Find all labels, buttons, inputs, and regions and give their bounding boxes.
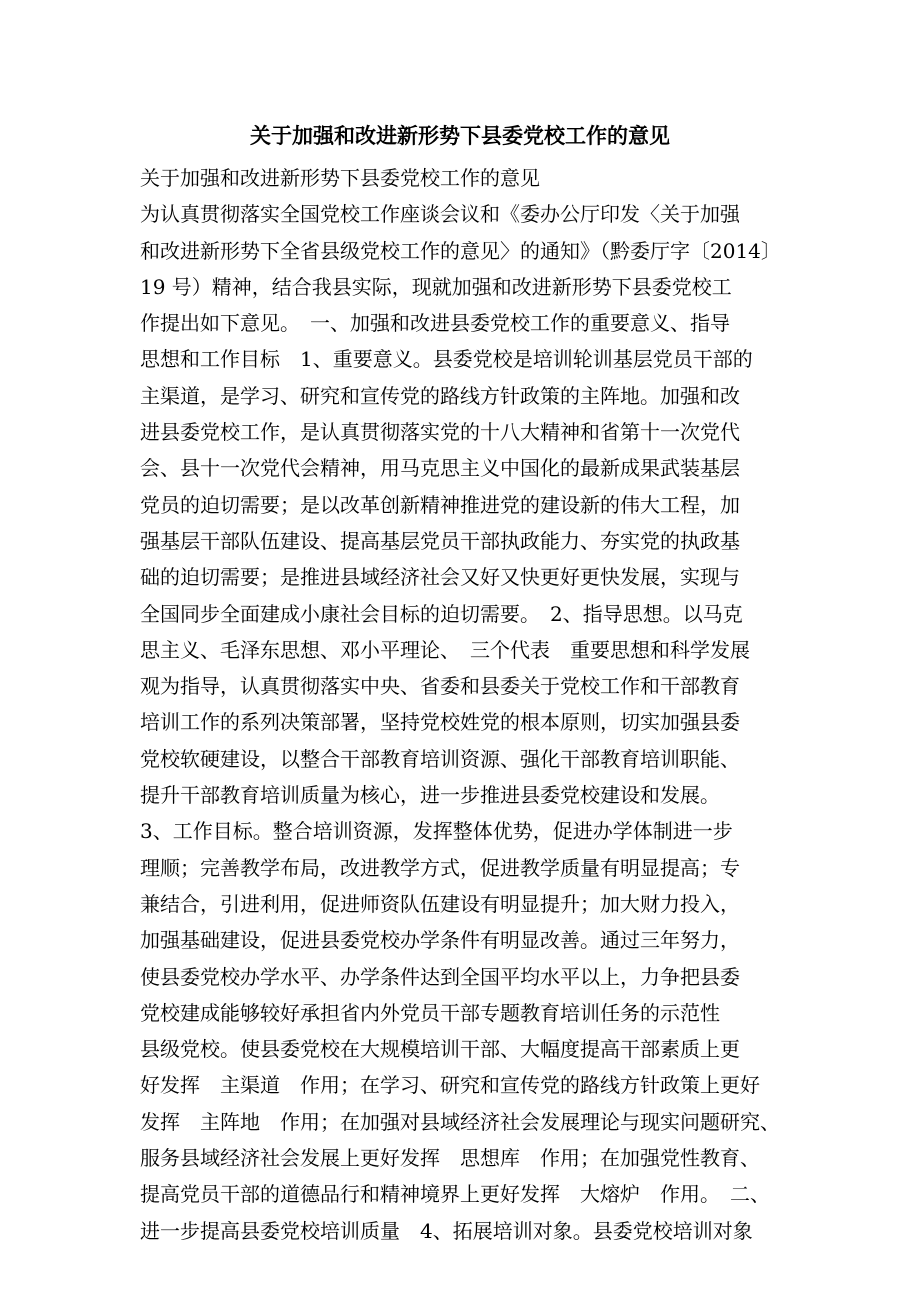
body-line: 培训工作的系列决策部署，坚持党校姓党的根本原则，切实加强县委 bbox=[140, 710, 740, 735]
body-line: 关于加强和改进新形势下县委党校工作的意见 bbox=[140, 166, 540, 190]
body-line: 党校建成能够较好承担省内外党员干部专题教育培训任务的示范性 bbox=[140, 1000, 720, 1025]
body-line: 县级党校。使县委党校在大规模培训干部、大幅度提高干部素质上更 bbox=[140, 1037, 740, 1062]
body-line: 全国同步全面建成小康社会目标的迫切需要。 2、指导思想。以马克 bbox=[140, 601, 743, 626]
body-line: 兼结合，引进利用，促进师资队伍建设有明显提升；加大财力投入， bbox=[140, 891, 740, 916]
body-line: 作提出如下意见。 一、加强和改进县委党校工作的重要意义、指导 bbox=[140, 311, 730, 336]
body-line: 3、工作目标。整合培训资源，发挥整体优势，促进办学体制进一步 bbox=[140, 819, 733, 844]
body-line: 强基层干部队伍建设、提高基层党员干部执政能力、夯实党的执政基 bbox=[140, 528, 740, 553]
body-line: 进县委党校工作，是认真贯彻落实党的十八大精神和省第十一次党代 bbox=[140, 420, 740, 445]
body-line: 使县委党校办学水平、办学条件达到全国平均水平以上，力争把县委 bbox=[140, 964, 740, 989]
document-title: 关于加强和改进新形势下县委党校工作的意见 bbox=[250, 123, 670, 148]
body-line: 19 号）精神，结合我县实际，现就加强和改进新形势下县委党校工 bbox=[140, 274, 732, 299]
body-line: 提高党员干部的道德品行和精神境界上更好发挥 大熔炉 作用。 二、 bbox=[140, 1182, 770, 1207]
body-line: 加强基础建设，促进县委党校办学条件有明显改善。通过三年努力， bbox=[140, 928, 740, 953]
body-line: 会、县十一次党代会精神，用马克思主义中国化的最新成果武装基层 bbox=[140, 456, 740, 481]
body-line: 好发挥 主渠道 作用；在学习、研究和宣传党的路线方针政策上更好 bbox=[140, 1073, 760, 1098]
body-line: 发挥 主阵地 作用；在加强对县域经济社会发展理论与现实问题研究、 bbox=[140, 1109, 780, 1134]
body-line: 主渠道，是学习、研究和宣传党的路线方针政策的主阵地。加强和改 bbox=[140, 383, 740, 408]
body-line: 思主义、毛泽东思想、邓小平理论、 三个代表 重要思想和科学发展 bbox=[140, 637, 750, 662]
body-line: 思想和工作目标 1、重要意义。县委党校是培训轮训基层党员干部的 bbox=[140, 347, 753, 372]
document-body bbox=[140, 160, 805, 1249]
body-line: 础的迫切需要；是推进县域经济社会又好又快更好更快发展，实现与 bbox=[140, 565, 740, 590]
body-line: 服务县域经济社会发展上更好发挥 思想库 作用；在加强党性教育、 bbox=[140, 1146, 760, 1171]
body-line: 提升干部教育培训质量为核心，进一步推进县委党校建设和发展。 bbox=[140, 783, 720, 808]
body-line: 党员的迫切需要；是以改革创新精神推进党的建设新的伟大工程，加 bbox=[140, 492, 740, 517]
body-line: 理顺；完善教学布局，改进教学方式，促进教学质量有明显提高；专 bbox=[140, 855, 740, 880]
body-line: 和改进新形势下全省县级党校工作的意见〉的通知》（黔委厅字〔2014〕 bbox=[140, 238, 781, 263]
body-line: 观为指导，认真贯彻落实中央、省委和县委关于党校工作和干部教育 bbox=[140, 674, 740, 699]
body-line: 进一步提高县委党校培训质量 4、拓展培训对象。县委党校培训对象 bbox=[140, 1218, 753, 1243]
body-line: 为认真贯彻落实全国党校工作座谈会议和《委办公厅印发〈关于加强 bbox=[140, 202, 740, 227]
body-line: 党校软硬建设，以整合干部教育培训资源、强化干部教育培训职能、 bbox=[140, 746, 740, 771]
